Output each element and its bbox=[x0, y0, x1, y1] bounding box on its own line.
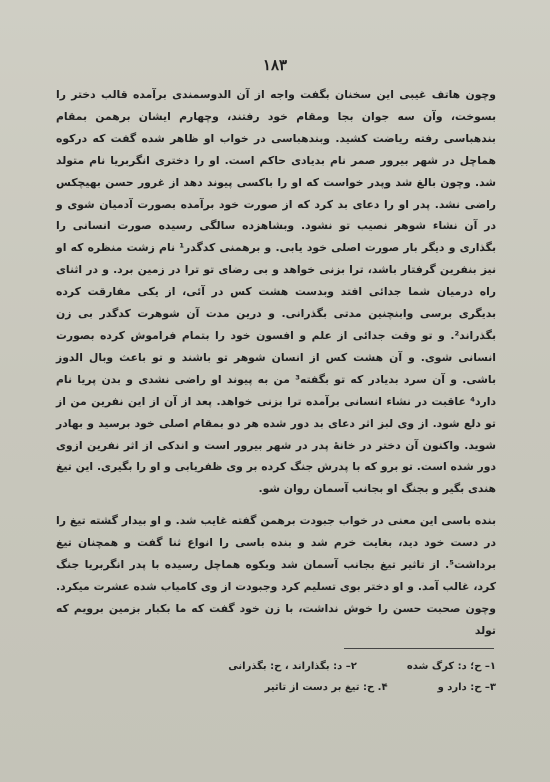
paragraph-2: بنده باسی این معنی در خواب جبودت برهمن گفته غایب شد. و او بیدار گشته تیغ را در دست خود دید، بغایت خرم شد و بنده باسی را انواع ثنا گفت و همچنان تیغ برداشت⁵. از تاثیر تیغ بجانب آسمان شد وبکوه هماچل رسیده با پدر انگربریا جنگ کرد، غالب آمد. و او دختر بوی تسلیم کرد وجبودت از وی کامیاب شده عشرت میکرد. وچون صحبت حسن را خوش نداشت، با زن خود گفت که ما بکبار بزمین برویم که تولد bbox=[56, 514, 496, 637]
paragraph-1: وچون هاتف غیبی این سخنان بگفت واجه از آن الدوسمندی برآمده قالب دختر را بسوخت، وآن سه جوان بجا ومقام خود رفتند، وچهارم ایشان برهمن بمقام بندهباسی رفته ریاضت کشید. وبندهباسی در خواب او ظاهر شده گفت که درکوه هماچل در شهر بیرور صمر نام بدیادی حاکم است. او را دختری انگربریا نام متولد شد. وچون بالغ شد وپدر خواست که او را باکسی پیوند دهد از غرور حسن بهیچکس راضی نشد. پدر او را دعای بد کرد که از صورت خود برآمده بصورت آدمیان شوی و در آن نشاء شوهر نصیب تو نشود. وبشاهزده سالگی رسیده صورت انسانی را بگذاری و دیگر بار صورت اصلی خود یابی. و برهمنی کدگدر¹ نام زشت منظره که او نیز بنفرین گرفتار باشد، ترا بزنی خواهد و بی رضای تو ترا در زمین برد. و در اثنای راه درمیان شما جدائی افتد وبدست هشت کس در آئی، از یکی مفارقت کرده بدیگری برسی وابنچنین مدتی بگذرانی. و درین مدت آن شوهرت کدگدر بی زن بگذراند². و تو وقت جدائی از علم و افسون خود را بتمام فراموش کرده بصورت انسانی شوی. و آن هشت کس از انسان شوهر تو باشند و تو باعث وبال الدوز باشی. و آن سرد بدیادر که تو بگفته³ من به پیوند او راضی نشدی و بدن پریا نام دارد⁴ عاقبت در نشاء انسانی برآمده ترا بزنی خواهد. پعد از آن از این نفرین من از تو دلع شود. از وی لبز اثر دعای بد دور شده هر دو بمقام اصلی خود برسید و بهادر شوید. واکنون آن دختر در خانهٔ پدر در شهر بیرور است و اندکی از اثر نفرین ازوی دور شده است. تو برو که با پدرش جنگ کرده بر وی ظفریابی و او را بگیری. این تیغ هندی بگیر و بجنگ او بجانب آسمان روان شو. bbox=[56, 88, 496, 496]
body-text bbox=[56, 84, 496, 642]
footnote-row bbox=[56, 656, 496, 677]
footnote-divider bbox=[344, 648, 494, 649]
footnote-3: ۳– ح: دارد و bbox=[437, 682, 496, 693]
footnote-4: ۴. ح: تیغ بر دست از تاثیر bbox=[264, 682, 388, 693]
footnotes bbox=[56, 656, 496, 698]
footnote-1: ۱– ح؛ د: کرگ شده bbox=[406, 661, 496, 672]
footnote-2: ۲– د: بگذاراند ، ح: بگذرانی bbox=[228, 661, 357, 672]
page-number: ۱۸۳ bbox=[262, 56, 288, 74]
footnote-row bbox=[56, 677, 496, 698]
